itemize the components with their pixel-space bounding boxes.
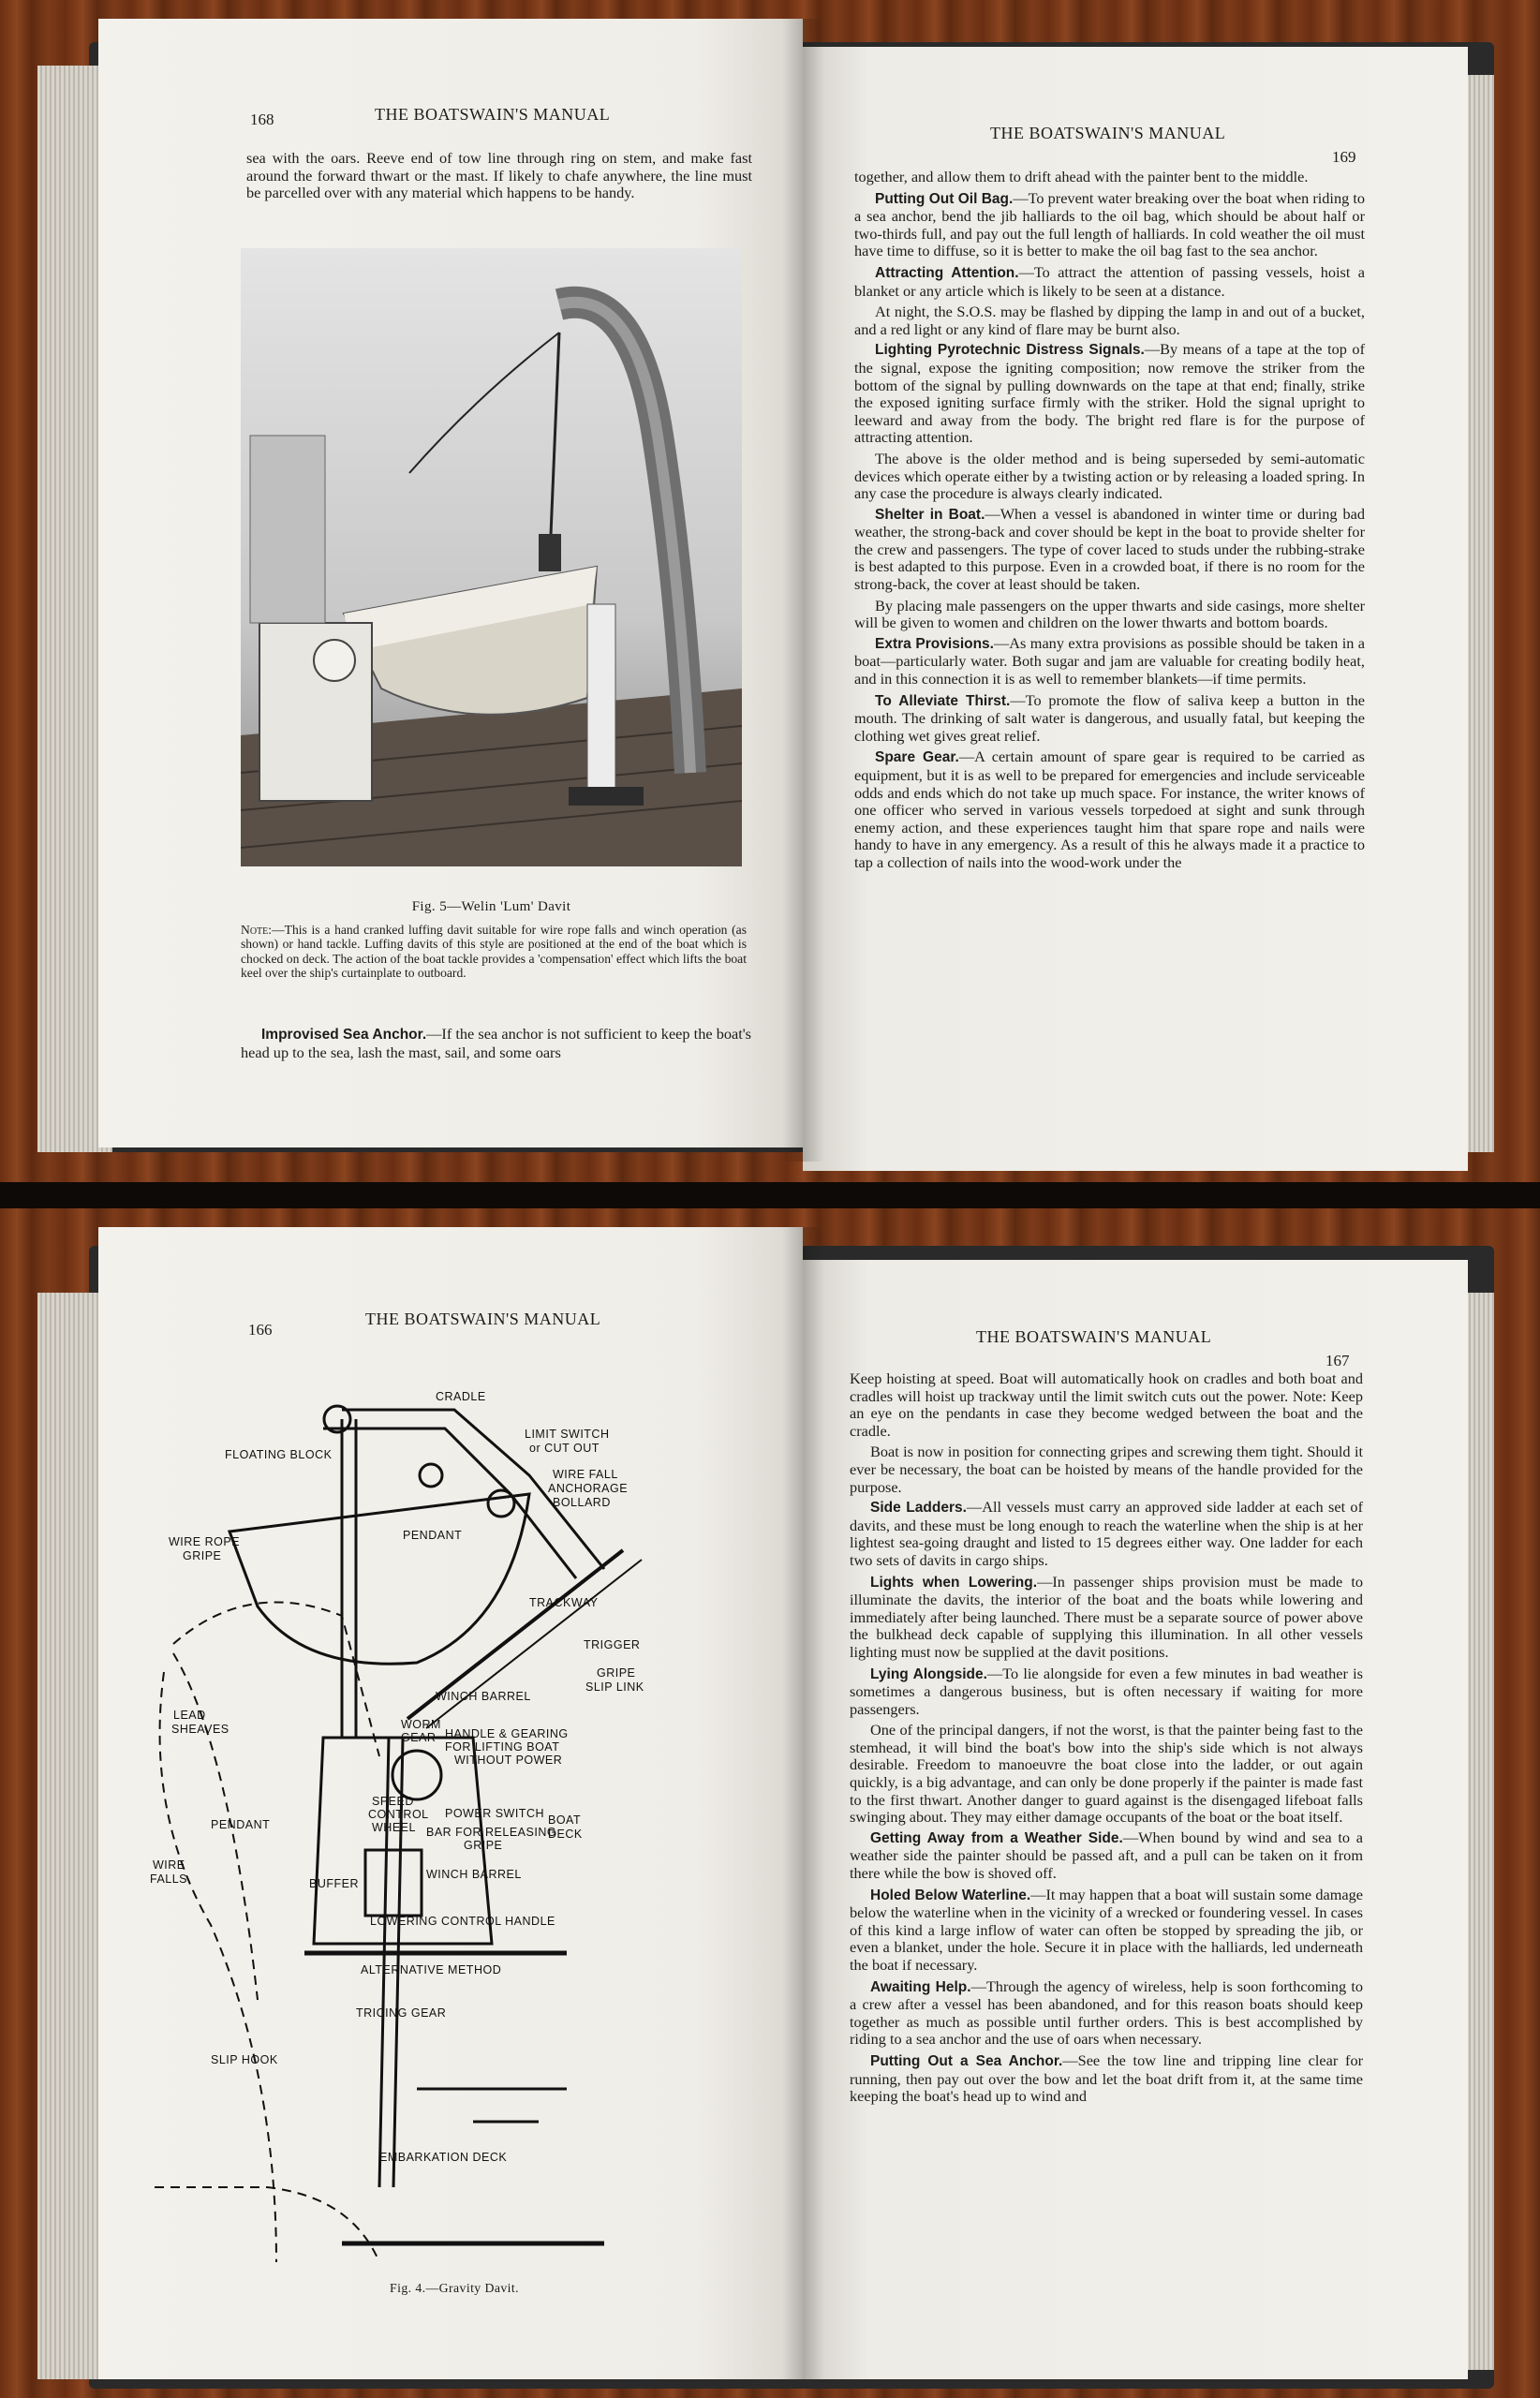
label-bar-releasing-1: BAR FOR RELEASING [426,1826,557,1839]
section-text: The above is the older method and is being superseded by semi-automatic devices which operate either by a twisting action or by releasing a loaded spring. In any case the procedure is always clearly indicated. [854,449,1365,503]
section-paragraph [854,190,1365,260]
label-wire-fall: WIRE FALL [553,1468,618,1481]
label-power-switch: POWER SWITCH [445,1807,544,1820]
section-paragraph [850,1887,1363,1975]
davit-photo [241,248,742,866]
label-winch-barrel-top: WINCH BARREL [436,1690,531,1703]
paragraph: sea with the oars. Reeve end of tow line through ring on stem, and make fast around the forward thwart or the mast. If likely to chafe anywhere, the line must be parcelled over with any material which happens to be handy. [246,149,752,202]
figure-caption: Fig. 5—Welin 'Lum' Davit [411,899,571,914]
section-heading: Lighting Pyrotechnic Distress Signals. [875,342,1145,359]
section-text: —To attract the attention of passing vessels, hoist a blanket or any article which is likely to be seen at a distance. [854,262,1365,300]
section-paragraph [854,506,1365,594]
label-slip-link: SLIP LINK [585,1680,644,1694]
page-number: 166 [248,1321,273,1339]
label-alternative-method: ALTERNATIVE METHOD [361,1963,502,1976]
label-control: CONTROL [368,1808,429,1821]
label-embarkation-deck: EMBARKATION DECK [379,2151,508,2164]
section-text: By placing male passengers on the upper thwarts and side casings, more shelter will be given to women and children on the lower thwarts and bottom boards. [854,596,1365,632]
book-spread-top [0,0,1540,1182]
label-cut-out: or CUT OUT [529,1442,600,1455]
section-heading: Awaiting Help. [870,1978,971,1995]
section-paragraph [850,1978,1363,2049]
label-anchorage: ANCHORAGE [548,1482,629,1495]
label-worm: WORM [401,1718,441,1731]
label-wire: WIRE [153,1858,185,1872]
section-heading: Lights when Lowering. [870,1574,1038,1591]
label-lowering-control: LOWERING CONTROL HANDLE [370,1915,555,1928]
section-paragraph [850,1574,1363,1662]
section-paragraph [854,692,1365,746]
paragraph [850,1722,1363,1827]
section-paragraph [850,2052,1363,2106]
label-pendant-top: PENDANT [403,1529,463,1542]
section-text: —A certain amount of spare gear is required to be carried as equipment, but it is as well to be prepared for emergencies and include serviceable odds and ends which do not take up much space. For instance, the writer knows of one officer who served in various vessels torpedoed at sight and sunk through enemy action, and these experiences taught him that spare rope and nails were handy to have in any emergency. As a result of this he always made it a practice to tap a collection of nails into the wood-work under the [854,748,1365,871]
section-paragraph [854,748,1365,871]
section-heading: Lying Alongside. [870,1665,987,1682]
label-floating-block: FLOATING BLOCK [225,1448,333,1461]
label-falls: FALLS [150,1873,188,1886]
label-gear: GEAR [401,1731,437,1744]
section-text: —When bound by wind and sea to a weather side the painter should be passed aft, and a pull can be taken on it from there while the bow is shoved off. [850,1828,1363,1883]
paragraph [854,451,1365,503]
paragraph [850,1443,1363,1496]
page-166 [98,1227,803,2379]
label-gripe: GRIPE [183,1549,222,1562]
section-paragraph [854,341,1365,447]
photo-divider [0,1182,1540,1208]
paragraph: Keep hoisting at speed. Boat will automatically hook on cradles and both boat and cradles will hoist up trackway until the limit switch cuts out the power. Note: Keep an eye on the pendants in case they become wedged between the boat and the cradle. [850,1369,1363,1440]
label-bar-releasing-2: GRIPE [464,1839,503,1852]
section-text: —If the sea anchor is not sufficient to keep the boat's head up to the sea, lash the mast, sail, and some oars [241,1025,751,1061]
label-wheel: WHEEL [372,1821,416,1834]
label-deck: DECK [548,1828,583,1841]
section-text: —To lie alongside for even a few minutes in bad weather is sometimes a dangerous business, but is often necessary if waiting for more passengers. [850,1664,1364,1718]
label-handle-gearing-1: HANDLE & GEARING [445,1727,569,1740]
label-cradle: CRADLE [436,1390,486,1403]
section-text: —In passenger ships provision must be made to illuminate the davits, the interior of the boat and the boats while lowering and immediately after being launched. There must be a separate source of power above the bulkhead deck capable of supplying this illumination. In all other vessels lighting must now be supplied at the davit positions. [850,1572,1364,1661]
section-text: —To promote the flow of saliva keep a button in the mouth. The drinking of salt water is dangerous, and usually fatal, but keeping the clothing wet gives great relief. [854,690,1365,745]
gravity-davit-diagram [136,1344,763,2281]
section-heading: Putting Out a Sea Anchor. [870,2052,1063,2069]
running-head: THE BOATSWAIN'S MANUAL [375,105,611,124]
label-trackway: TRACKWAY [529,1596,599,1609]
spine-shadow [782,1227,824,2379]
label-limit-switch: LIMIT SWITCH [525,1428,610,1441]
section-heading: To Alleviate Thirst. [875,692,1011,709]
label-wire-rope: WIRE ROPE [169,1535,241,1548]
label-winch-barrel-low: WINCH BARREL [426,1868,522,1881]
figure-note [241,923,747,981]
section-paragraph [854,635,1365,688]
section-heading: Putting Out Oil Bag. [875,190,1014,207]
section-text: One of the principal dangers, if not the worst, is that the painter being fast to the stemhead, it will bind the boat's bow into the ship's side which is not always desirable. Freedom to manoeuvre the boat close into the ladder, or out again quickly, is a big advantage, and can only be done properly if the painter is made fast to the first thwart. Another danger to guard against is the disengaged lifeboat falls swinging about. They may either damage occupants of the boat or the boat itself. [850,1721,1363,1827]
page-number: 168 [250,111,274,128]
running-head: THE BOATSWAIN'S MANUAL [365,1310,601,1328]
section-text: —By means of a tape at the top of the signal, expose the igniting composition; now remove the striker from the bottom of the signal by pulling downwards on the tape at that end; finally, strike the exposed igniting surface firmly with the striker. Hold the signal upright to leeward and away from the body. The bright red flare is for the purpose of attracting attention. [854,340,1365,447]
running-head: THE BOATSWAIN'S MANUAL [976,1327,1212,1346]
label-boat: BOAT [548,1813,582,1827]
label-tricing-gear: TRICING GEAR [356,2006,447,2020]
paragraph [854,598,1365,632]
section-paragraph [850,1499,1363,1569]
section-heading: Side Ladders. [870,1500,967,1517]
page-167 [803,1260,1468,2379]
sea-anchor-section [241,1026,751,1065]
section-text: Boat is now in position for connecting gripes and screwing them tight. Should it ever be necessary, the boat can be hoisted by means of the handle provided for the purpose. [850,1443,1363,1496]
page-168 [98,19,803,1147]
label-lead: LEAD [173,1709,206,1722]
book-spread-bottom [0,1208,1540,2398]
section-heading: Shelter in Boat. [875,506,985,523]
note-text: —This is a hand cranked luffing davit suitable for wire rope falls and winch operation (as shown) or hand tackle. Luffing davits of this style are positioned at the end of the boat which is chocked on deck. The action of the boat tackle provides a 'compensation' effect which lifts the boat keel over the ship's curtainplate to outboard. [241,923,747,981]
paragraph [854,303,1365,338]
section-text: —To prevent water breaking over the boat when riding to a sea anchor, bend the jib halliards to the oil bag, which should be about half or two-thirds full, and pay out the full length of halliards. In cold weather the oil must have time to diffuse, so it is better to make the oil bag fast to the sea anchor. [854,188,1365,260]
label-buffer: BUFFER [309,1877,359,1890]
label-sheaves: SHEAVES [171,1723,230,1736]
section-heading: Getting Away from a Weather Side. [870,1829,1123,1846]
page-number: 169 [1332,148,1356,166]
intro-text [246,150,752,206]
note-label: Note: [241,923,273,937]
section-heading: Attracting Attention. [875,264,1019,281]
section-text: At night, the S.O.S. may be flashed by dipping the lamp in and out of a bucket, and a red light or any kind of flare may be burnt also. [854,303,1365,338]
section-text: —It may happen that a boat will sustain some damage below the waterline when in the vicinity of a wrecked or foundering vessel. In cases of this kind a large inflow of water can often be stopped by spreading the jib, or even a blanket, under the hole. Secure it in place with the halliards, led underneath the boat if necessary. [850,1885,1363,1974]
section-heading: Extra Provisions. [875,635,994,652]
label-speed: SPEED [372,1795,414,1808]
label-handle-gearing-2: FOR LIFTING BOAT [445,1740,560,1754]
section-text: —Through the agency of wireless, help is soon forthcoming to a crew after a vessel has been abandoned, and for this reason boats should keep together as much as possible until further orders. This is best accomplished by riding to a sea anchor and the use of oars when necessary. [850,1976,1363,2049]
section-heading: Holed Below Waterline. [870,1887,1031,1903]
paragraph [241,1026,751,1061]
section-paragraph [850,1829,1363,1883]
section-text: —See the tow line and tripping line clear for running, then pay out over the bow and let the boat drift from it, at the same time keeping the boat's head up to wind and [850,2050,1364,2106]
label-gripe-2: GRIPE [597,1666,636,1680]
section-text: —When a vessel is abandoned in winter time or during bad weather, the strong-back and cover should be kept in the boat to provide shelter for the crew and passengers. The type of cover laced to studs under the rubbing-strake is best adapted to this purpose. Even in a crowded boat, if there is no room for the strong-back, the cover at least should be taken. [854,504,1366,594]
body-text [850,1370,1363,2109]
page-number: 167 [1325,1352,1350,1369]
label-pendant-mid: PENDANT [211,1818,271,1831]
running-head: THE BOATSWAIN'S MANUAL [990,124,1226,142]
label-slip-hook: SLIP HOOK [211,2053,278,2066]
paragraph: together, and allow them to drift ahead with the painter bent to the middle. [854,168,1309,185]
label-trigger: TRIGGER [584,1638,641,1651]
label-handle-gearing-3: WITHOUT POWER [454,1754,563,1767]
spine-shadow [782,19,824,1162]
label-bollard: BOLLARD [553,1496,611,1509]
figure-caption: Fig. 4.—Gravity Davit. [390,2281,519,2295]
section-text: —As many extra provisions as possible should be taken in a boat—particularly water. Both sugar and jam are valuable for creating bodily heat, and in this connection it is as well to remember blankets—if time permits. [854,633,1366,688]
section-text: —All vessels must carry an approved side ladder at each set of davits, and these must be long enough to reach the waterline when the ship is at her lightest sea-going draught and listed to 15 degrees either way. One ladder for each two sets of davits in cargo ships. [850,1498,1363,1569]
section-heading: Spare Gear. [875,749,959,766]
body-text [854,169,1365,876]
section-heading: Improvised Sea Anchor. [261,1027,427,1043]
section-paragraph [850,1665,1363,1719]
page-169 [803,47,1468,1171]
section-paragraph [854,264,1365,300]
